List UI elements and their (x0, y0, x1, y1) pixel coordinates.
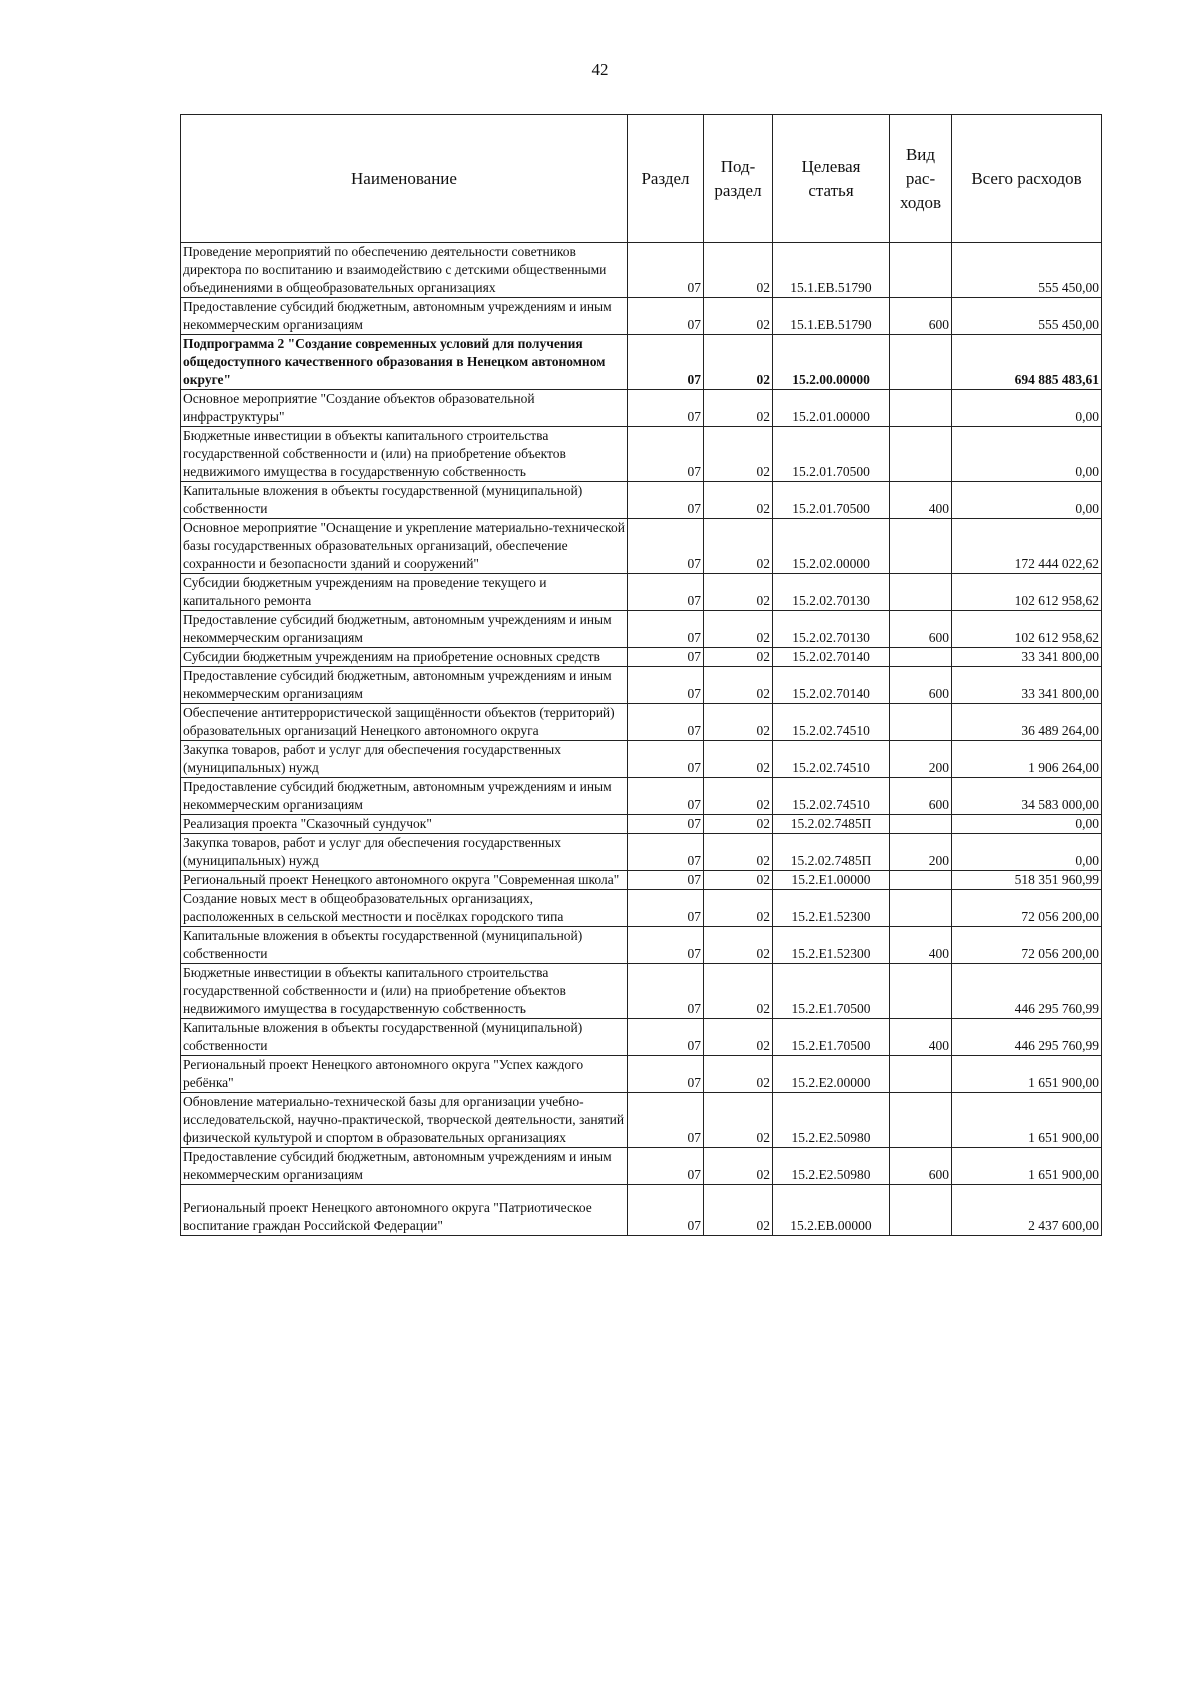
cell-total: 518 351 960,99 (952, 871, 1102, 890)
cell-target: 15.2.E2.50980 (773, 1093, 890, 1148)
cell-total: 72 056 200,00 (952, 890, 1102, 927)
cell-total: 0,00 (952, 482, 1102, 519)
table-row (181, 390, 1102, 427)
header-subsection: Под- раздел (704, 115, 773, 243)
cell-section: 07 (628, 741, 704, 778)
cell-expense-type (890, 1093, 952, 1148)
cell-target: 15.2.E2.00000 (773, 1056, 890, 1093)
cell-section: 07 (628, 611, 704, 648)
cell-subsection: 02 (704, 611, 773, 648)
cell-name: Создание новых мест в общеобразовательных организациях, расположенных в сельской местности и посёлках городского типа (181, 890, 628, 927)
table-row (181, 574, 1102, 611)
cell-expense-type (890, 648, 952, 667)
cell-expense-type (890, 1056, 952, 1093)
table-row (181, 1148, 1102, 1185)
cell-section: 07 (628, 964, 704, 1019)
cell-target: 15.2.E1.70500 (773, 964, 890, 1019)
cell-total: 72 056 200,00 (952, 927, 1102, 964)
cell-total: 34 583 000,00 (952, 778, 1102, 815)
cell-total: 1 906 264,00 (952, 741, 1102, 778)
cell-expense-type: 600 (890, 667, 952, 704)
cell-section: 07 (628, 667, 704, 704)
header-expense-type: Вид рас- ходов (890, 115, 952, 243)
cell-section: 07 (628, 298, 704, 335)
cell-target: 15.2.02.70130 (773, 574, 890, 611)
table-row (181, 519, 1102, 574)
cell-name: Предоставление субсидий бюджетным, автономным учреждениям и иным некоммерческим организациям (181, 778, 628, 815)
cell-target: 15.2.E1.70500 (773, 1019, 890, 1056)
table-row (181, 890, 1102, 927)
cell-expense-type (890, 335, 952, 390)
cell-target: 15.1.ЕВ.51790 (773, 243, 890, 298)
cell-target: 15.1.ЕВ.51790 (773, 298, 890, 335)
cell-subsection: 02 (704, 964, 773, 1019)
table-row (181, 335, 1102, 390)
cell-name: Предоставление субсидий бюджетным, автономным учреждениям и иным некоммерческим организациям (181, 1148, 628, 1185)
cell-section: 07 (628, 574, 704, 611)
cell-expense-type (890, 890, 952, 927)
cell-expense-type: 600 (890, 298, 952, 335)
table-row (181, 778, 1102, 815)
cell-expense-type (890, 815, 952, 834)
cell-name: Капитальные вложения в объекты государственной (муниципальной) собственности (181, 1019, 628, 1056)
table-row (181, 1056, 1102, 1093)
cell-name: Региональный проект Ненецкого автономного округа "Успех каждого ребёнка" (181, 1056, 628, 1093)
cell-target: 15.2.ЕВ.00000 (773, 1185, 890, 1236)
cell-expense-type: 400 (890, 482, 952, 519)
cell-total: 1 651 900,00 (952, 1056, 1102, 1093)
cell-subsection: 02 (704, 243, 773, 298)
cell-expense-type: 600 (890, 778, 952, 815)
cell-section: 07 (628, 815, 704, 834)
cell-section: 07 (628, 390, 704, 427)
table-row (181, 667, 1102, 704)
cell-expense-type (890, 871, 952, 890)
cell-target: 15.2.00.00000 (773, 335, 890, 390)
cell-expense-type: 400 (890, 927, 952, 964)
cell-section: 07 (628, 1093, 704, 1148)
cell-subsection: 02 (704, 890, 773, 927)
cell-name: Капитальные вложения в объекты государственной (муниципальной) собственности (181, 482, 628, 519)
header-target: Целевая статья (773, 115, 890, 243)
cell-total: 36 489 264,00 (952, 704, 1102, 741)
cell-name: Бюджетные инвестиции в объекты капитального строительства государственной собственности и (или) на приобретение объектов недвижимого имущества в государственную собственность (181, 964, 628, 1019)
table-row (181, 704, 1102, 741)
cell-name: Реализация проекта "Сказочный сундучок" (181, 815, 628, 834)
cell-section: 07 (628, 243, 704, 298)
cell-name: Предоставление субсидий бюджетным, автономным учреждениям и иным некоммерческим организациям (181, 667, 628, 704)
cell-total: 0,00 (952, 834, 1102, 871)
cell-total: 0,00 (952, 815, 1102, 834)
table-row (181, 1093, 1102, 1148)
cell-total: 555 450,00 (952, 243, 1102, 298)
cell-name: Подпрограмма 2 "Создание современных условий для получения общедоступного качественного образования в Ненецком автономном округе" (181, 335, 628, 390)
cell-total: 694 885 483,61 (952, 335, 1102, 390)
table-row (181, 298, 1102, 335)
cell-expense-type (890, 427, 952, 482)
cell-name: Региональный проект Ненецкого автономного округа "Патриотическое воспитание граждан Российской Федерации" (181, 1185, 628, 1236)
cell-target: 15.2.02.74510 (773, 741, 890, 778)
header-name: Наименование (181, 115, 628, 243)
page-number: 42 (591, 60, 609, 79)
cell-section: 07 (628, 1056, 704, 1093)
cell-target: 15.2.E1.52300 (773, 927, 890, 964)
cell-subsection: 02 (704, 1056, 773, 1093)
cell-total: 1 651 900,00 (952, 1093, 1102, 1148)
cell-target: 15.2.01.00000 (773, 390, 890, 427)
cell-subsection: 02 (704, 390, 773, 427)
cell-subsection: 02 (704, 1093, 773, 1148)
cell-name: Основное мероприятие "Создание объектов образовательной инфраструктуры" (181, 390, 628, 427)
table-row (181, 243, 1102, 298)
cell-target: 15.2.02.7485П (773, 815, 890, 834)
cell-section: 07 (628, 1148, 704, 1185)
cell-subsection: 02 (704, 1019, 773, 1056)
cell-section: 07 (628, 927, 704, 964)
cell-section: 07 (628, 778, 704, 815)
cell-subsection: 02 (704, 927, 773, 964)
cell-section: 07 (628, 482, 704, 519)
cell-total: 0,00 (952, 390, 1102, 427)
cell-section: 07 (628, 427, 704, 482)
cell-target: 15.2.E2.50980 (773, 1148, 890, 1185)
cell-expense-type (890, 390, 952, 427)
cell-target: 15.2.02.7485П (773, 834, 890, 871)
cell-expense-type: 200 (890, 741, 952, 778)
cell-target: 15.2.E1.00000 (773, 871, 890, 890)
cell-target: 15.2.02.70140 (773, 648, 890, 667)
cell-subsection: 02 (704, 704, 773, 741)
cell-subsection: 02 (704, 1148, 773, 1185)
cell-expense-type (890, 243, 952, 298)
cell-target: 15.2.E1.52300 (773, 890, 890, 927)
cell-expense-type (890, 574, 952, 611)
table-row (181, 927, 1102, 964)
cell-expense-type (890, 519, 952, 574)
cell-section: 07 (628, 704, 704, 741)
cell-name: Капитальные вложения в объекты государственной (муниципальной) собственности (181, 927, 628, 964)
table-row (181, 1185, 1102, 1236)
cell-subsection: 02 (704, 574, 773, 611)
cell-name: Субсидии бюджетным учреждениям на проведение текущего и капитального ремонта (181, 574, 628, 611)
cell-name: Проведение мероприятий по обеспечению деятельности советников директора по воспитанию и взаимодействию с детскими общественными объединениями в общеобразовательных организациях (181, 243, 628, 298)
table-row (181, 1019, 1102, 1056)
cell-subsection: 02 (704, 482, 773, 519)
cell-subsection: 02 (704, 778, 773, 815)
table-row (181, 741, 1102, 778)
table-row (181, 648, 1102, 667)
cell-subsection: 02 (704, 298, 773, 335)
cell-section: 07 (628, 335, 704, 390)
cell-name: Закупка товаров, работ и услуг для обеспечения государственных (муниципальных) нужд (181, 741, 628, 778)
cell-total: 0,00 (952, 427, 1102, 482)
cell-expense-type: 600 (890, 1148, 952, 1185)
cell-name: Региональный проект Ненецкого автономного округа "Современная школа" (181, 871, 628, 890)
cell-name: Основное мероприятие "Оснащение и укрепление материально-технической базы государственных образовательных организаций, обеспечение сохранности и безопасности зданий и сооружений" (181, 519, 628, 574)
cell-subsection: 02 (704, 1185, 773, 1236)
cell-section: 07 (628, 1185, 704, 1236)
table-row (181, 964, 1102, 1019)
cell-total: 33 341 800,00 (952, 667, 1102, 704)
cell-total: 102 612 958,62 (952, 611, 1102, 648)
cell-subsection: 02 (704, 815, 773, 834)
table-row (181, 815, 1102, 834)
cell-expense-type: 600 (890, 611, 952, 648)
cell-name: Закупка товаров, работ и услуг для обеспечения государственных (муниципальных) нужд (181, 834, 628, 871)
table-header-row (181, 115, 1102, 243)
cell-subsection: 02 (704, 741, 773, 778)
table-row (181, 611, 1102, 648)
cell-total: 446 295 760,99 (952, 1019, 1102, 1056)
cell-section: 07 (628, 834, 704, 871)
cell-subsection: 02 (704, 519, 773, 574)
cell-name: Предоставление субсидий бюджетным, автономным учреждениям и иным некоммерческим организациям (181, 611, 628, 648)
cell-subsection: 02 (704, 648, 773, 667)
cell-expense-type (890, 704, 952, 741)
cell-subsection: 02 (704, 667, 773, 704)
cell-target: 15.2.02.00000 (773, 519, 890, 574)
header-total: Всего расходов (952, 115, 1102, 243)
cell-expense-type: 200 (890, 834, 952, 871)
header-section: Раздел (628, 115, 704, 243)
cell-expense-type (890, 1185, 952, 1236)
cell-subsection: 02 (704, 871, 773, 890)
cell-name: Предоставление субсидий бюджетным, автономным учреждениям и иным некоммерческим организациям (181, 298, 628, 335)
cell-name: Обеспечение антитеррористической защищённости объектов (территорий) образовательных организаций Ненецкого автономного округа (181, 704, 628, 741)
cell-target: 15.2.01.70500 (773, 427, 890, 482)
cell-expense-type (890, 964, 952, 1019)
table-row (181, 834, 1102, 871)
cell-total: 2 437 600,00 (952, 1185, 1102, 1236)
table-row (181, 871, 1102, 890)
cell-section: 07 (628, 871, 704, 890)
cell-target: 15.2.02.74510 (773, 704, 890, 741)
cell-subsection: 02 (704, 427, 773, 482)
cell-total: 172 444 022,62 (952, 519, 1102, 574)
cell-total: 1 651 900,00 (952, 1148, 1102, 1185)
cell-section: 07 (628, 648, 704, 667)
cell-total: 33 341 800,00 (952, 648, 1102, 667)
cell-total: 102 612 958,62 (952, 574, 1102, 611)
cell-name: Бюджетные инвестиции в объекты капитального строительства государственной собственности и (или) на приобретение объектов недвижимого имущества в государственную собственность (181, 427, 628, 482)
cell-expense-type: 400 (890, 1019, 952, 1056)
cell-section: 07 (628, 519, 704, 574)
cell-subsection: 02 (704, 335, 773, 390)
table-row (181, 482, 1102, 519)
cell-subsection: 02 (704, 834, 773, 871)
cell-name: Субсидии бюджетным учреждениям на приобретение основных средств (181, 648, 628, 667)
cell-target: 15.2.02.70130 (773, 611, 890, 648)
cell-section: 07 (628, 1019, 704, 1056)
cell-target: 15.2.02.70140 (773, 667, 890, 704)
cell-name: Обновление материально-технической базы для организации учебно-исследовательской, научно-практической, творческой деятельности, занятий физической культурой и спортом в образовательных организациях (181, 1093, 628, 1148)
cell-total: 446 295 760,99 (952, 964, 1102, 1019)
cell-total: 555 450,00 (952, 298, 1102, 335)
cell-section: 07 (628, 890, 704, 927)
table-row (181, 427, 1102, 482)
cell-target: 15.2.01.70500 (773, 482, 890, 519)
cell-target: 15.2.02.74510 (773, 778, 890, 815)
budget-table (180, 114, 1102, 1236)
